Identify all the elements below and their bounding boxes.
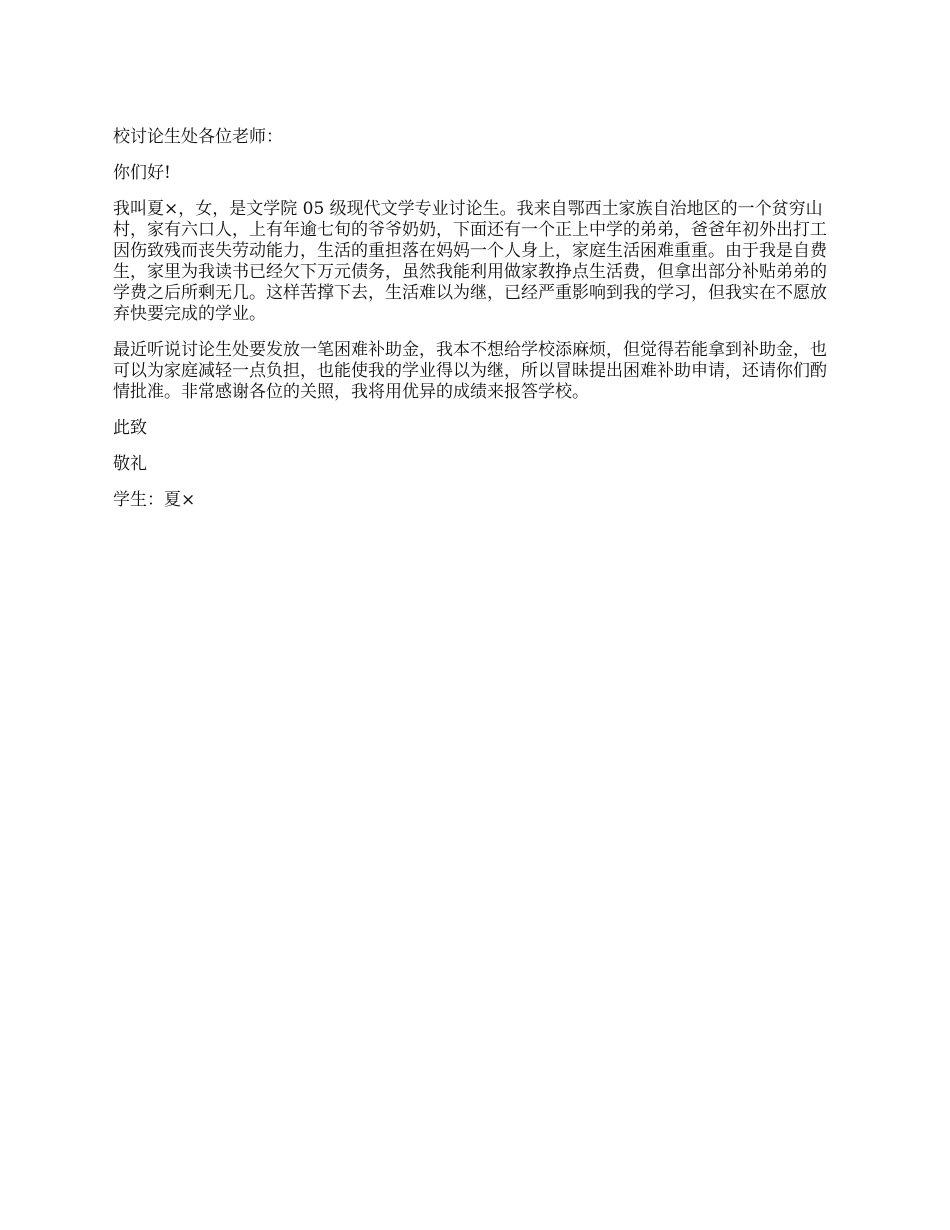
closing-2: 敬礼 [113,454,147,474]
greeting: 你们好! [113,163,171,183]
signature: 学生：夏× [113,490,196,510]
salutation: 校讨论生处各位老师： [113,127,283,147]
closing-1: 此致 [113,418,147,438]
letter-content [113,127,843,526]
body-paragraph-1: 我叫夏×，女，是文学院 05 级现代文学专业讨论生。我来自鄂西土家族自治地区的一个贫穷山村，家有六口人，上有年逾七旬的爷爷奶奶，下面还有一个正上中学的弟弟，爸爸年初外出打工因伤致残而丧失劳动能力，生活的重担落在妈妈一个人身上，家庭生活困难重重。由于我是自费生，家里为我读书已经欠下万元债务，虽然我能利用做家教挣点生活费，但拿出部分补贴弟弟的学费之后所剩无几。这样苦撑下去，生活难以为继，已经严重影响到我的学习，但我实在不愿放弃快要完成的学业。 [113,199,827,324]
body-paragraph-2: 最近听说讨论生处要发放一笔困难补助金，我本不想给学校添麻烦，但觉得若能拿到补助金，也可以为家庭减轻一点负担，也能使我的学业得以为继，所以冒昧提出困难补助申请，还请你们酌情批准。非常感谢各位的关照，我将用优异的成绩来报答学校。 [113,340,827,402]
